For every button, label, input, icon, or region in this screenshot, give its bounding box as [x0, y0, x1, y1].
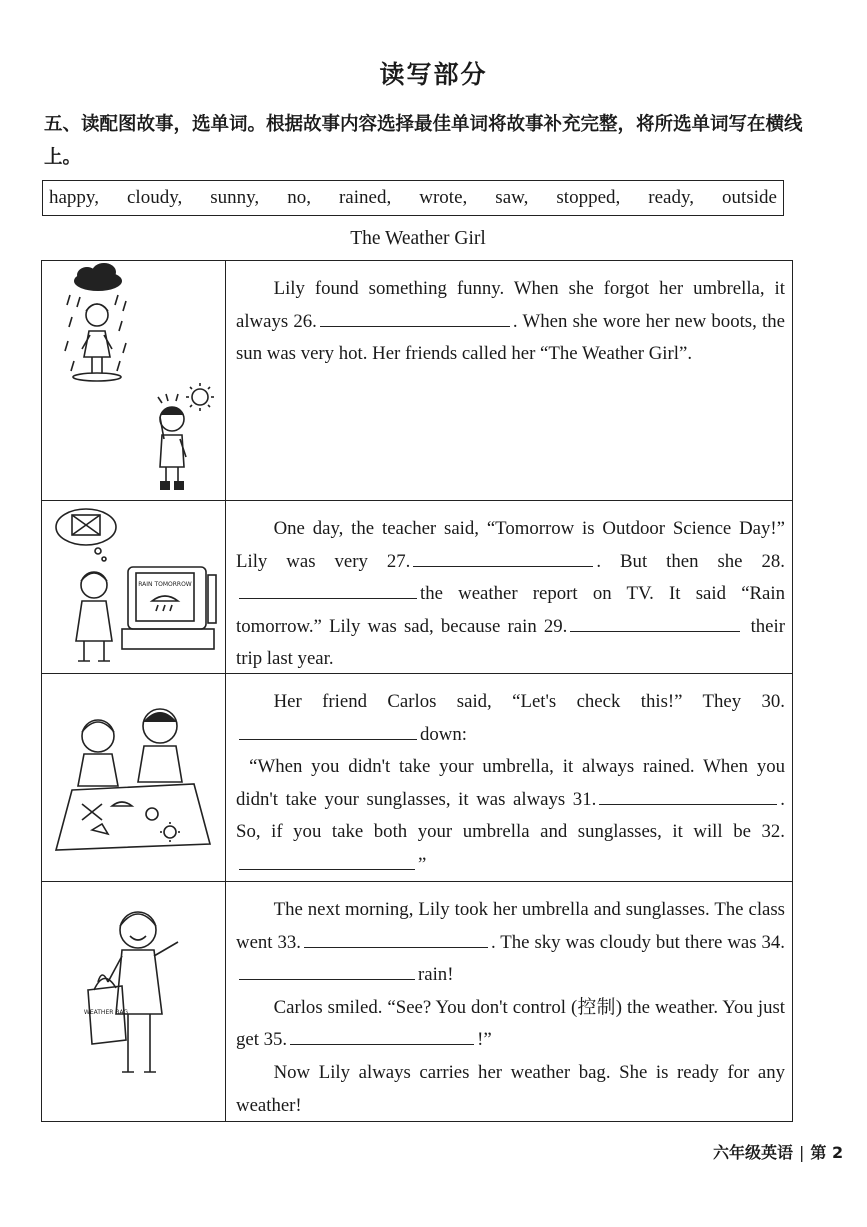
story-row-1 — [42, 261, 792, 501]
story-text-2 — [236, 513, 785, 676]
answer-blank-34[interactable] — [239, 959, 415, 980]
story-text: Now Lily always carries her weather bag. She is ready for any weather! — [236, 1061, 785, 1116]
picture-friends-map — [42, 674, 226, 881]
word-bank-word: sunny, — [210, 187, 260, 208]
section-title: 读写部分 — [379, 60, 488, 89]
story-row-4 — [42, 882, 792, 1121]
picture-tv-weather-report — [42, 501, 226, 673]
footer-page: 第 2 — [810, 1143, 844, 1162]
picture-girl-weather-bag — [42, 882, 226, 1121]
story-text: One day, the teacher said, “Tomorrow is Outdoor Science Day!” Lily was very 27. — [236, 518, 785, 572]
rain-drops-icon — [65, 295, 126, 371]
story-text: Carlos smiled. “See? You don't control (控制) the weather. You just get 35. — [236, 996, 785, 1051]
word-bank-word: rained, — [338, 187, 392, 208]
word-bank-word: stopped, — [556, 187, 621, 208]
footer-label: 六年级英语 — [713, 1143, 794, 1162]
word-bank-word: wrote, — [419, 187, 468, 208]
weather-map-icon — [56, 784, 210, 850]
word-bank — [42, 180, 784, 216]
word-bank-word: ready, — [648, 187, 695, 208]
story-text: “When you didn't take your umbrella, it always rained. When you didn't take your sunglasses, it was always 31. — [236, 756, 785, 810]
answer-blank-28[interactable] — [239, 578, 417, 599]
wet-girl-figure — [73, 304, 121, 381]
story-text: . When she wore her new boots, the sun was very hot. Her friends called her “The Weather Girl”. — [236, 310, 786, 365]
hot-girl-figure — [158, 394, 186, 490]
story-row-3 — [42, 674, 792, 882]
story-text-1 — [236, 273, 785, 371]
bag-label-text: WEATHER BAG — [83, 1009, 129, 1016]
answer-blank-31[interactable] — [599, 784, 777, 805]
story-text: rain! — [418, 964, 454, 986]
answer-blank-30[interactable] — [239, 719, 417, 740]
story-text: !” — [477, 1029, 492, 1051]
story-title: The Weather Girl — [350, 228, 486, 249]
story-text: . The sky was cloudy but there was 34. — [490, 931, 785, 953]
picture-rain-and-sun — [42, 261, 226, 500]
page-footer: 六年级英语 | 第 2 — [713, 1143, 844, 1162]
story-row-2 — [42, 501, 792, 674]
story-text: ” — [418, 853, 427, 875]
story-text: their trip last year. — [236, 615, 785, 670]
sad-girl-figure — [76, 572, 112, 661]
answer-blank-35[interactable] — [290, 1024, 474, 1045]
rain-cloud-icon — [74, 263, 122, 291]
girl-figure — [78, 720, 118, 786]
story-text-4 — [236, 894, 785, 1122]
tv-screen-text: RAIN TOMORROW — [138, 581, 192, 588]
story-text: Her friend Carlos said, “Let's check this!” They 30. — [273, 691, 785, 712]
word-bank-word: no, — [287, 187, 311, 208]
tv-icon — [122, 567, 216, 649]
story-text: down: — [420, 723, 467, 745]
boy-figure — [138, 709, 182, 782]
sun-icon — [186, 383, 214, 411]
happy-girl-figure — [108, 912, 178, 1072]
answer-blank-29[interactable] — [570, 611, 740, 632]
word-bank-word: outside — [722, 187, 777, 208]
story-text-3 — [236, 686, 785, 882]
story-text: The next morning, Lily took her umbrella and sunglasses. The class went 33. — [236, 899, 785, 953]
weather-bag-icon — [84, 975, 129, 1044]
story-table — [41, 260, 793, 1122]
story-text: . But then she 28. — [596, 550, 785, 572]
answer-blank-26[interactable] — [320, 306, 510, 327]
story-text: . So, if you take both your umbrella and sunglasses, it will be 32. — [236, 788, 785, 843]
word-bank-word: saw, — [495, 187, 529, 208]
story-text: the weather report on TV. It said “Rain tomorrow.” Lily was sad, because rain 29. — [236, 583, 785, 637]
instruction-text: 五、读配图故事，选单词。根据故事内容选择最佳单词将故事补充完整，将所选单词写在横线上。 — [44, 114, 803, 168]
word-bank-word: cloudy, — [126, 187, 183, 208]
word-bank-word: happy, — [49, 187, 99, 208]
answer-blank-32[interactable] — [239, 849, 415, 870]
answer-blank-33[interactable] — [304, 927, 488, 948]
thought-bubble-icon — [56, 509, 116, 561]
answer-blank-27[interactable] — [413, 546, 593, 567]
story-text: Lily found something funny. When she forgot her umbrella, it always 26. — [236, 278, 785, 332]
